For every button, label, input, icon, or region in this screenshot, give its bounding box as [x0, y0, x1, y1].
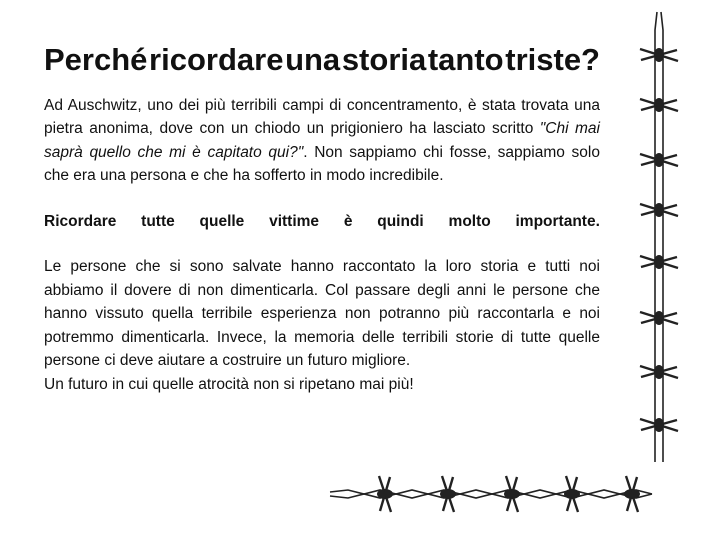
barb — [640, 98, 678, 112]
barb — [640, 255, 678, 269]
title-word: triste? — [505, 42, 600, 77]
barb — [377, 476, 393, 512]
barb — [504, 476, 520, 512]
emphasis-word: molto — [448, 212, 491, 230]
barb — [640, 311, 678, 325]
paragraph-memory: Le persone che si sono salvate hanno raccontato la loro storia e tutti noi abbiamo il dovere di non dimenticarla. Col passare degli anni le persone che hanno vissuto quella terribile esperienza non potranno più raccontarla e noi potremmo dimenticarla. Invece, la memoria delle terribili storie di tutte quelle persone ci deve aiutare a costruire un futuro migliore. — [44, 258, 600, 369]
title-word: storia — [341, 42, 427, 77]
barbed-wire-horizontal — [330, 476, 652, 512]
barb — [640, 365, 678, 379]
barb — [564, 476, 580, 512]
title-word: ricordare — [149, 42, 284, 77]
emphasis-word: importante. — [515, 212, 600, 230]
emphasis-word: è — [343, 212, 353, 230]
barb — [624, 476, 640, 512]
emphasis-word: tutte — [141, 212, 175, 230]
barbed-wire-vertical — [640, 12, 678, 462]
stone-quote: "Chi mai saprà quello che mi è capitato qui?" — [44, 120, 600, 161]
barb — [640, 203, 678, 217]
barb — [640, 418, 678, 432]
title-word: tanto — [427, 42, 504, 77]
barb — [440, 476, 456, 512]
paragraph-text: . Non sappiamo chi fosse, sappiamo solo che era una persona e che ha sofferto in modo incredibile. — [44, 143, 600, 184]
emphasis-word: Ricordare — [44, 212, 117, 230]
barb — [640, 153, 678, 167]
barb — [640, 48, 678, 62]
emphasis-word: quindi — [377, 212, 424, 230]
emphasis-word: quelle — [199, 212, 245, 230]
title-word: Perché — [44, 42, 148, 77]
title-word: una — [285, 42, 341, 77]
paragraph-future: Un futuro in cui quelle atrocità non si ripetano mai più! — [44, 375, 414, 393]
emphasis-word: vittime — [269, 212, 320, 230]
paragraph-text: Ad Auschwitz, uno dei più terribili campi di concentramento, è stata trovata una pietra anonima, dove con un chiodo un prigioniero ha lasciato scritto — [44, 96, 600, 137]
